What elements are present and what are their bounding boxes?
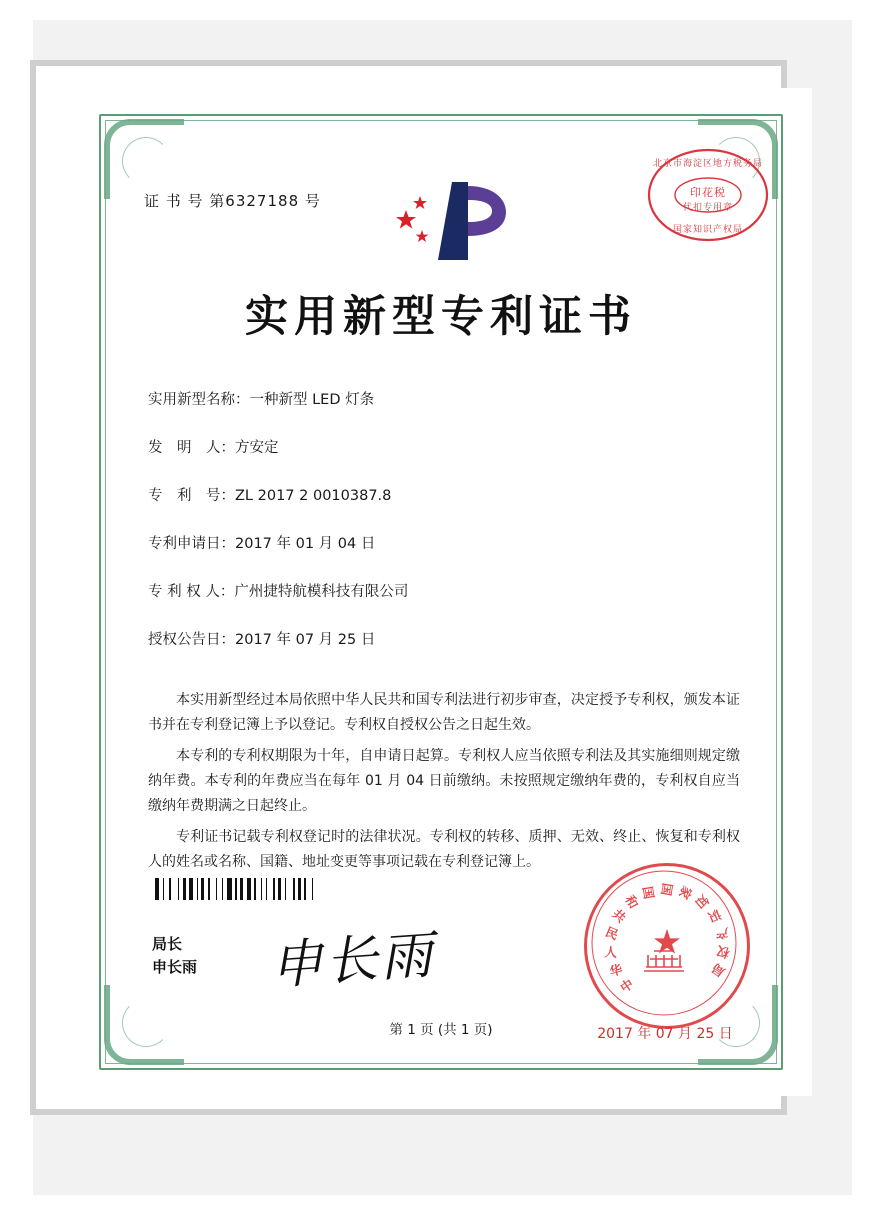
field-label-application-date: 专利申请日： [148, 536, 235, 552]
oval-seal-sub-text: 代扣专用章 [682, 203, 733, 213]
barcode [155, 878, 350, 900]
certificate-body [70, 88, 812, 1096]
field-value-name: 一种新型 LED 灯条 [249, 392, 375, 408]
certificate-number: 证 书 号 第6327188 号 [144, 192, 321, 210]
field-row [148, 628, 742, 649]
field-label-patent-number: 专 利 号： [148, 488, 235, 504]
field-value-grant-date: 2017 年 07 月 25 日 [235, 632, 376, 648]
field-value-patentee: 广州捷特航模科技有限公司 [234, 584, 409, 600]
field-row [148, 532, 742, 553]
handwritten-signature: 申长雨 [268, 925, 438, 997]
field-label-grant-date: 授权公告日： [148, 632, 235, 648]
signature-block [152, 933, 197, 979]
field-row [148, 388, 742, 409]
field-row [148, 484, 742, 505]
field-label-patentee: 专 利 权 人： [148, 584, 235, 600]
corner-ornament-top-left [104, 119, 184, 199]
seal-date: 2017 年 07 月 25 日 [597, 1026, 733, 1042]
paragraph-3: 专利证书记载专利权登记时的法律状况。专利权的转移、质押、无效、终止、恢复和专利权人的姓名或名称、国籍、地址变更等事项记载在专利登记簿上。 [148, 829, 740, 870]
fields-list [148, 388, 742, 676]
signature-role-label: 局长 [152, 935, 183, 953]
field-value-patent-number: ZL 2017 2 0010387.8 [235, 488, 392, 504]
page-title: 实用新型专利证书 [245, 292, 637, 342]
field-row [148, 580, 742, 601]
body-text [148, 688, 740, 881]
round-seal-ring-text: 中 华 人 民 共 和 国 国 家 知 识 产 权 局 [603, 882, 732, 996]
oval-tax-seal [646, 146, 770, 244]
field-label-name: 实用新型名称： [148, 392, 250, 408]
seal-star-icon: ★ [651, 924, 683, 962]
paragraph-1: 本实用新型经过本局依照中华人民共和国专利法进行初步审查，决定授予专利权，颁发本证书并在专利登记簿上予以登记。专利权自授权公告之日起生效。 [148, 692, 740, 733]
official-round-seal [584, 863, 750, 1029]
field-value-application-date: 2017 年 01 月 04 日 [235, 536, 376, 552]
signature-name-label: 申长雨 [152, 958, 198, 976]
page-footer: 第 1 页 (共 1 页) [389, 1022, 493, 1038]
paragraph-2: 本专利的专利权期限为十年，自申请日起算。专利权人应当依照专利法及其实施细则规定缴纳年费。本专利的年费应当在每年 01 月 04 日前缴纳。未按照规定缴纳年费的，专利权自应当缴纳年费期满之日起终止。 [148, 748, 740, 814]
oval-seal-top-text: 北京市海淀区地方税务局 [652, 159, 763, 169]
oval-seal-center-text: 印花税 [690, 186, 726, 199]
field-row [148, 436, 742, 457]
sipo-emblem-icon [390, 176, 520, 268]
oval-seal-bottom-text: 国家知识产权局 [672, 225, 743, 235]
field-value-inventor: 方安定 [235, 440, 279, 456]
field-label-inventor: 发 明 人： [148, 440, 235, 456]
